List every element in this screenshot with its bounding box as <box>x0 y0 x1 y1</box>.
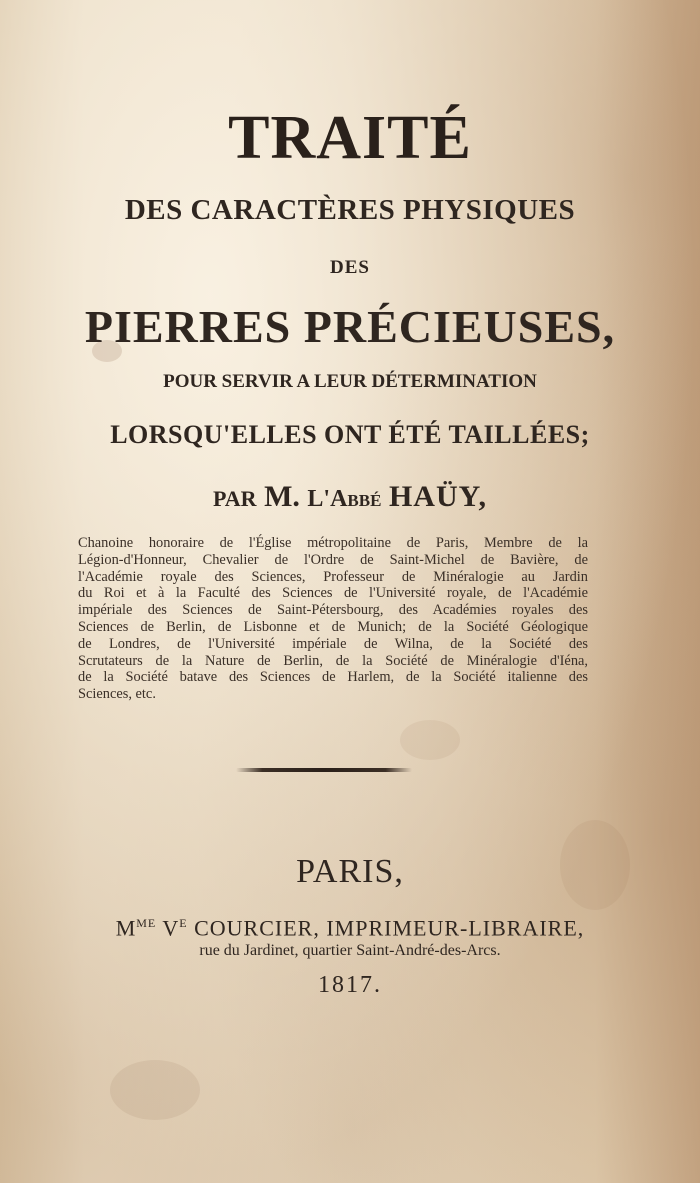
foxing-spot <box>110 1060 200 1120</box>
printer-v-sup: E <box>179 916 188 930</box>
imprint-city: PARIS, <box>296 853 404 890</box>
credentials-line: Légion-d'Honneur, Chevalier de l'Ordre de Saint-Michel de Bavière, de <box>78 551 588 568</box>
credentials-line: Sciences de Berlin, de Lisbonne et de Munich; de la Société Géologique <box>78 618 588 635</box>
author-credentials <box>78 535 588 703</box>
subtitle-lorsquelles: LORSQU'ELLES ONT ÉTÉ TAILLÉES; <box>110 420 590 449</box>
decorative-rule <box>236 768 412 772</box>
author-par: PAR <box>212 486 257 511</box>
credentials-line: de Londres, de l'Université impériale de Wilna, de la Société des <box>78 635 588 652</box>
imprint-address: rue du Jardinet, quartier Saint-André-des-Arcs. <box>199 942 501 959</box>
author-m: M. <box>264 480 300 513</box>
foxing-spot <box>400 720 460 760</box>
printer-v: V <box>162 915 180 941</box>
subtitle-pour-servir: POUR SERVIR A LEUR DÉTERMINATION <box>163 371 537 392</box>
subtitle-des: DES <box>330 257 370 278</box>
credentials-line: impériale des Sciences de Saint-Pétersbourg, des Académies royales des <box>78 602 588 619</box>
imprint-year: 1817. <box>318 972 382 998</box>
subtitle-caracteres: DES CARACTÈRES PHYSIQUES <box>124 194 576 226</box>
printer-prefix-sup: ME <box>136 916 157 930</box>
author-name: HAÜY, <box>388 480 488 513</box>
imprint-printer <box>0 908 700 943</box>
author-line <box>0 478 700 518</box>
subtitle-pierres: PIERRES PRÉCIEUSES, <box>84 301 616 352</box>
author-abbe: L'Abbé <box>307 486 382 512</box>
credentials-line: de la Société batave des Sciences de Harlem, de la Société italienne des <box>78 669 588 686</box>
credentials-line: du Roi et à la Faculté des Sciences de l'Université royale, de l'Académie <box>78 585 588 602</box>
printer-name: COURCIER, IMPRIMEUR-LIBRAIRE, <box>194 915 585 941</box>
credentials-line: Sciences, etc. <box>78 686 156 703</box>
credentials-line: Chanoine honoraire de l'Église métropolitaine de Paris, Membre de la <box>78 535 588 551</box>
credentials-line: Scrutateurs de la Nature de Berlin, de la Société de Minéralogie d'Iéna, <box>78 652 588 669</box>
book-title: TRAITÉ <box>228 104 472 172</box>
printer-prefix: M <box>115 915 137 941</box>
credentials-line: l'Académie royale des Sciences, Professeur de Minéralogie au Jardin <box>78 568 588 585</box>
